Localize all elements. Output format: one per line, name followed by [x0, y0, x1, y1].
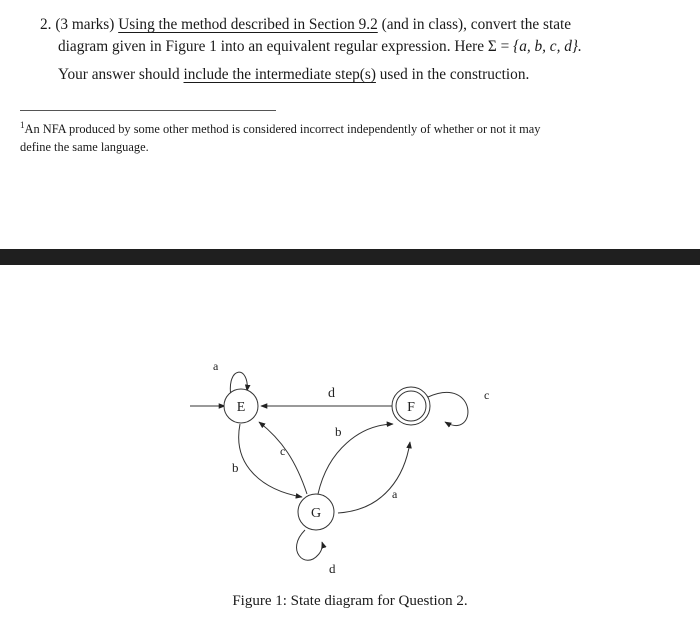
question-line-1 — [40, 14, 670, 36]
label-g-e: c — [280, 444, 286, 458]
state-diagram — [0, 265, 700, 593]
edge-g-f-a — [338, 442, 410, 513]
question-line-2 — [40, 36, 670, 58]
label-e-g: b — [232, 460, 239, 475]
state-g-label: G — [310, 506, 322, 521]
label-f-f: c — [484, 388, 490, 402]
label-g-f-a: a — [392, 487, 398, 501]
question-line-3-post: used in the construction. — [379, 66, 530, 83]
question-line-1-rest: (and in class), convert the state — [381, 16, 572, 33]
question-number: 2. — [40, 16, 52, 33]
footnote-line-1: An NFA produced by some other method is considered incorrect independently of whether or not it may — [24, 122, 541, 137]
footnote-rule — [20, 110, 276, 111]
edge-g-g-d — [297, 530, 323, 560]
label-g-f-b: b — [335, 424, 342, 439]
figure-caption: Figure 1: State diagram for Question 2. — [232, 593, 468, 609]
label-f-e: d — [328, 386, 335, 401]
question-line-2-text: diagram given in Figure 1 into an equivalent regular expression. Here Σ = — [58, 38, 510, 55]
label-e-e: a — [213, 359, 219, 373]
footnote-line-2: define the same language. — [20, 140, 149, 155]
question-marks: (3 marks) — [55, 16, 115, 33]
state-e-label: E — [236, 400, 246, 415]
intermediate-steps-emphasis: include the intermediate step(s) — [183, 66, 376, 83]
label-g-g: d — [329, 561, 336, 576]
edge-g-e-c — [259, 422, 307, 494]
state-f-label: F — [407, 400, 415, 415]
footnote — [20, 116, 670, 156]
alphabet-set: {a, b, c, d}. — [513, 38, 582, 55]
question-line-3 — [40, 64, 670, 86]
page-separator-bar — [0, 249, 700, 265]
section-reference: Using the method described in Section 9.2 — [118, 16, 378, 33]
question-line-3-pre: Your answer should — [58, 66, 180, 83]
edge-g-f-b — [318, 424, 393, 494]
edge-f-f-c — [428, 392, 468, 425]
question-2 — [40, 14, 670, 86]
footnote-mark: 1 — [20, 120, 25, 130]
